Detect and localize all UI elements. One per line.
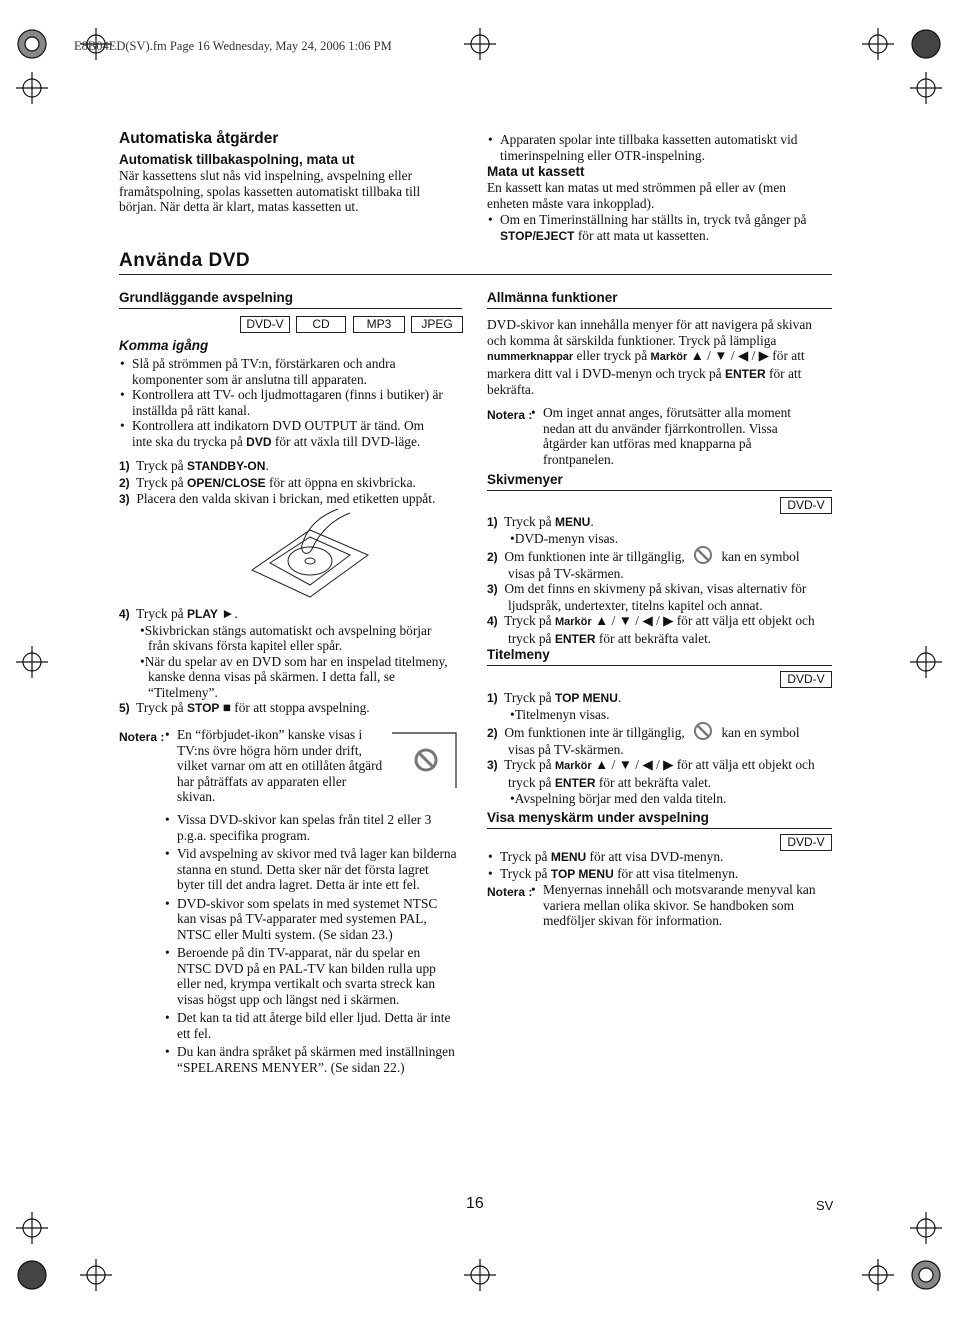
disc-tray-illustration [250,505,370,600]
skiv-rule [487,490,832,491]
notera-label: Notera : [119,730,165,744]
language-code: SV [816,1198,834,1213]
steps-1-3: 1) Tryck på STANDBY-ON. 2) Tryck på OPEN/CLOSE för att öppna en skivbricka. 3) Placera den valda skivan i brickan, med etiketten uppåt. [119,458,436,506]
forbidden-icon-small [694,546,712,564]
titelmeny-heading: Titelmeny [487,647,550,662]
forbidden-icon-small [694,722,712,740]
auto-subheading: Automatisk tillbakaspolning, mata ut [119,152,355,167]
start-bullets: • Slå på strömmen på TV:n, förstärkaren och andra komponenter som är anslutna till apparaten. • Kontrollera att TV- och ljudmottagaren (finns i butiker) är inställda på rätt kanal. • Kontrollera att indikatorn DVD OUTPUT är tänd. Om inte ska du trycka på DVD för att växla till DVD-läge. [132,356,467,450]
badge-dvdv-titel: DVD-V [780,671,832,688]
auto-paragraph: När kassettens slut nås vid inspelning, avspelning eller framåtspolning, spolas kassetten automatiskt tillbaka till början. När detta är klart, matas kassetten ut. [119,168,421,214]
right-heading: Allmänna funktioner [487,290,618,305]
badge-cd: CD [296,316,346,333]
auto-title: Automatiska åtgärder [119,130,279,147]
skivmenyer-heading: Skivmenyer [487,472,563,487]
general-note: • Om inget annat anges, förutsätter alla moment nedan att du använder fjärrkontrollen. Vissa åtgärder kan utföras med knapparna på frontpanelen. [543,405,833,467]
page-number: 16 [466,1195,484,1212]
badge-dvdv-skiv: DVD-V [780,497,832,514]
visa-bullets: • Tryck på MENU för att visa DVD-menyn. • Tryck på TOP MENU för att visa titelmenyn. [500,849,840,882]
visa-rule [487,828,832,829]
skiv-steps: 1) Tryck på MENU. •DVD-menyn visas. 2) Om funktionen inte är tillgänglig, kan en symbol visas på TV-skärmen. 3) Om det finns en skivmeny på skivan, visas alternativ för ljudspråk, undertexter, titelns kapitel och annat. 4) Tryck på Markör ▲ / ▼ / ◀ / ▶ för att välja ett objekt och tryck på ENTER för att bekräfta valet. [487,514,815,646]
steps-4-5: 4) Tryck på PLAY ►. •Skivbrickan stängs automatiskt och avspelning börjar från skivans första kapitel eller spår. •När du spelar av en DVD som har en inspelad titelmeny, kanske denna visas på skärmen. I detta fall, se “Titelmeny”. 5) Tryck på STOP ■ för att stoppa avspelning. [119,606,448,715]
forbidden-icon [390,730,460,790]
auto-right-column: • Apparaten spolar inte tillbaka kassetten automatiskt vid timerinspelning eller OTR-inspelning. [500,132,860,163]
komma-igang: Komma igång [119,338,209,353]
visa-heading: Visa menyskärm under avspelning [487,810,709,825]
visa-note: • Menyernas innehåll och motsvarande menyval kan variera mellan olika skivor. Se handboken som medföljer skivan för information. [543,882,838,929]
eject-subheading: Mata ut kassett [487,164,585,179]
titel-rule [487,665,832,666]
notes-list: • Vissa DVD-skivor kan spelas från titel 2 eller 3 p.g.a. specifika program. • Vid avspelning av skivor med två lager kan bilderna stanna en stund. Detta sker när det första lagret byter till det andra lagret. Detta är inte ett fel. • DVD-skivor som spelats in med systemet NTSC kan visas på TV-apparater med systemen PAL, NTSC eller Multi system. (Se sidan 23.) • Beroende på din TV-apparat, när du spelar en NTSC DVD på en PAL-TV kan bilden rulla upp eller ned, krympa vertikalt och svarta streck kan visas högst upp och längst ned i skärmen. • Det kan ta tid att återge bild eller ljud. Detta är inte ett fel. • Du kan ändra språket på skärmen med inställningen “SPELARENS MENYER”. (Se sidan 22.) [177,812,467,1075]
badge-jpeg: JPEG [411,316,463,333]
note-forbidden: • En “förbjudet-ikon” kanske visas i TV:ns övre högra hörn under drift, vilket varnar om att en otillåten åtgärd har påträffats av apparaten eller skivan. [177,727,417,805]
eject-paragraph: En kassett kan matas ut med strömmen på eller av (men enheten måste vara inkopplad). [487,180,786,211]
badge-mp3: MP3 [353,316,405,333]
title-rule [119,274,832,275]
notera-label-right: Notera : [487,408,533,422]
left-heading: Grundläggande avspelning [119,290,294,305]
badge-dvdv-visa: DVD-V [780,834,832,851]
left-rule [119,308,462,309]
general-paragraph: DVD-skivor kan innehålla menyer för att navigera på skivan och komma åt särskilda funktioner. Tryck på lämpliga nummerknappar eller tryck på Markör ▲ / ▼ / ◀ / ▶ för att markera ditt val i DVD-menyn och tryck på ENTER för att bekräfta. [487,317,812,397]
eject-note: • Om en Timerinställning har ställts in, tryck två gånger på STOP/EJECT för att mata ut kassetten. [500,212,860,244]
right-rule [487,308,832,309]
badge-dvdv: DVD-V [240,316,290,333]
titel-steps: 1) Tryck på TOP MENU. •Titelmenyn visas. 2) Om funktionen inte är tillgänglig, kan en symbol visas på TV-skärmen. 3) Tryck på Markör ▲ / ▼ / ◀ / ▶ för att välja ett objekt och tryck på ENTER för att bekräfta valet. •Avspelning börjar med den valda titeln. [487,690,815,806]
notera-label-visa: Notera : [487,885,533,899]
print-header: E8B04ED(SV).fm Page 16 Wednesday, May 24, 2006 1:06 PM [74,39,392,53]
page-title: Använda DVD [119,250,251,271]
